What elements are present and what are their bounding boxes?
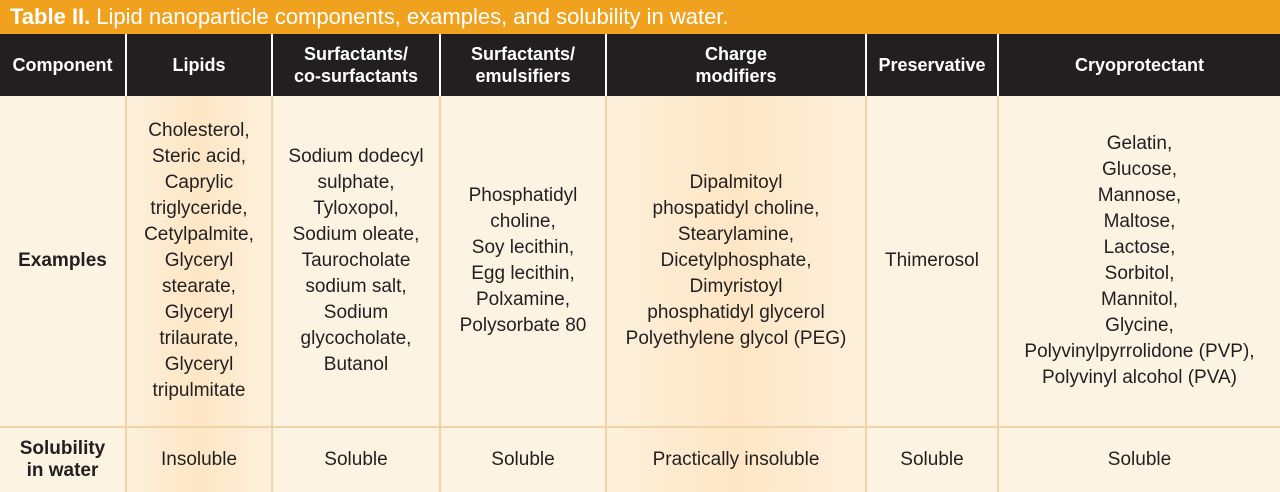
cell-line: Egg lecithin,	[471, 263, 575, 284]
header-surfactants-emulsifiers	[440, 34, 606, 96]
cell-line: tripulmitate	[152, 380, 246, 401]
cell-line: Cryoprotectant	[1074, 55, 1204, 75]
cell-line: Mannose,	[1097, 185, 1182, 206]
cell-line: Glyceryl	[164, 354, 234, 375]
cell-line: Surfactants/	[470, 44, 576, 64]
cell-line: Gelatin,	[1106, 133, 1173, 154]
cell-line: Polxamine,	[476, 289, 570, 310]
cell-line: Stearylamine,	[677, 224, 795, 245]
examples-charge-modifiers	[606, 96, 866, 427]
cell-line: Polyethylene glycol (PEG)	[625, 328, 847, 349]
cell-line: Cholesterol,	[148, 120, 250, 141]
cell-line: Charge	[704, 44, 767, 64]
cell-line: Dimyristoyl	[689, 276, 783, 297]
cell-line: Component	[12, 55, 113, 75]
cell-line: Steric acid,	[152, 146, 246, 167]
cell-line: Preservative	[878, 55, 986, 75]
cell-line: Polysorbate 80	[459, 315, 587, 336]
cell-line: Polyvinyl alcohol (PVA)	[1041, 367, 1237, 388]
cell-line: sulphate,	[317, 172, 395, 193]
solubility-preservative: Soluble	[866, 427, 998, 492]
cell-line: Mannitol,	[1100, 289, 1179, 310]
header-cryoprotectant	[998, 34, 1280, 96]
components-table	[0, 34, 1280, 492]
solubility-row	[0, 427, 1280, 492]
examples-lipids	[126, 96, 272, 427]
examples-row-label: Examples	[0, 96, 126, 427]
caption-label: Table II.	[10, 4, 91, 29]
table-caption	[0, 0, 1280, 34]
solubility-lipids: Insoluble	[126, 427, 272, 492]
cell-line: Sodium dodecyl	[288, 146, 424, 167]
cell-line: Lipids	[172, 55, 226, 75]
examples-surfactants-emulsifiers	[440, 96, 606, 427]
cell-line: Maltose,	[1103, 211, 1176, 232]
cell-line: Tyloxopol,	[313, 198, 399, 219]
cell-line: emulsifiers	[475, 66, 571, 86]
header-row	[0, 34, 1280, 96]
solubility-surfactants-emulsifiers: Soluble	[440, 427, 606, 492]
cell-line: stearate,	[162, 276, 236, 297]
header-surfactants-cosurfactants	[272, 34, 440, 96]
cell-line: trilaurate,	[159, 328, 239, 349]
caption-text: Lipid nanoparticle components, examples, and solubility in water.	[96, 4, 729, 29]
cell-line: Phosphatidyl	[468, 185, 578, 206]
cell-line: triglyceride,	[150, 198, 248, 219]
examples-preservative	[866, 96, 998, 427]
cell-line: Glycine,	[1105, 315, 1174, 336]
cell-line: Glucose,	[1102, 159, 1177, 180]
examples-surfactants-cosurfactants	[272, 96, 440, 427]
cell-line: Thimerosol	[885, 250, 979, 271]
header-lipids	[126, 34, 272, 96]
cell-line: modifiers	[695, 66, 777, 86]
header-component	[0, 34, 126, 96]
cell-line: choline,	[490, 211, 556, 232]
cell-line: Dipalmitoyl	[689, 172, 783, 193]
cell-line: sodium salt,	[305, 276, 407, 297]
cell-line: Sodium oleate,	[292, 224, 420, 245]
cell-line: Dicetylphosphate,	[660, 250, 812, 271]
cell-line: glycocholate,	[300, 328, 412, 349]
examples-cryoprotectant	[998, 96, 1280, 427]
cell-line: co-surfactants	[293, 66, 419, 86]
solubility-surfactants-cosurfactants: Soluble	[272, 427, 440, 492]
cell-line: Cetylpalmite,	[144, 224, 254, 245]
cell-line: Sodium	[323, 302, 389, 323]
cell-line: phospatidyl choline,	[652, 198, 820, 219]
solubility-cryoprotectant: Soluble	[998, 427, 1280, 492]
solubility-row-label	[0, 427, 126, 492]
cell-line: Taurocholate	[301, 250, 411, 271]
examples-row	[0, 96, 1280, 427]
cell-line: Soy lecithin,	[471, 237, 575, 258]
header-preservative	[866, 34, 998, 96]
cell-line: in water	[26, 460, 99, 481]
cell-line: phosphatidyl glycerol	[647, 302, 825, 323]
header-charge-modifiers	[606, 34, 866, 96]
solubility-charge-modifiers: Practically insoluble	[606, 427, 866, 492]
cell-line: Sorbitol,	[1104, 263, 1175, 284]
cell-line: Lactose,	[1103, 237, 1176, 258]
cell-line: Glyceryl	[164, 302, 234, 323]
cell-line: Glyceryl	[164, 250, 234, 271]
cell-line: Solubility	[19, 438, 106, 459]
cell-line: Polyvinylpyrrolidone (PVP),	[1024, 341, 1255, 362]
cell-line: Surfactants/	[303, 44, 409, 64]
cell-line: Caprylic	[164, 172, 234, 193]
cell-line: Butanol	[323, 354, 389, 375]
